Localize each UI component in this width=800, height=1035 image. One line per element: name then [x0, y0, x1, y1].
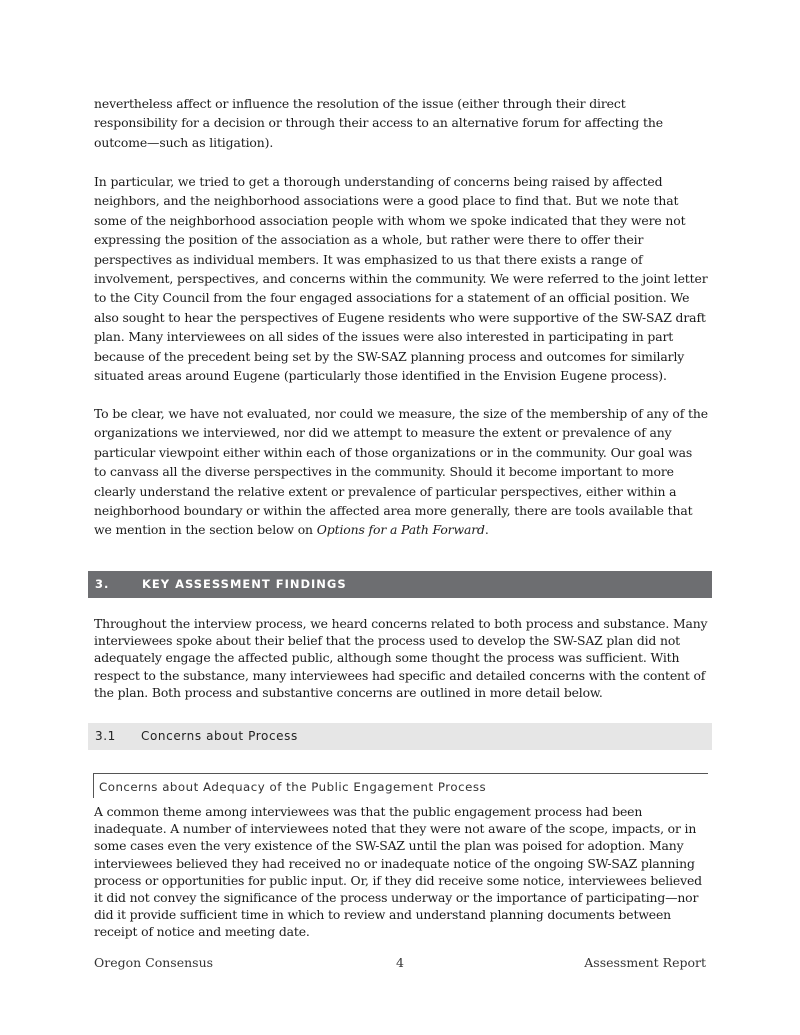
subsection-number: 3.1	[95, 729, 116, 743]
paragraph-findings-overview: Throughout the interview process, we heard concerns related to both process and substance. Many interviewees spoke about their belief that the process used to develop the SW-SAZ plan did not adequately engage the affected public, although some thought the process was sufficient. With respect to the substance, many interviewees had specific and detailed concerns with the content of the plan. Both process and substantive concerns are outlined in more detail below.	[94, 616, 708, 700]
section-number: 3.	[95, 577, 110, 591]
subheading-public-engagement: Concerns about Adequacy of the Public Engagement Process	[93, 773, 708, 798]
path-forward-reference: Options for a Path Forward	[316, 522, 485, 538]
paragraph-scope-disclaimer	[94, 404, 708, 540]
paragraph-intro-continuation: nevertheless affect or influence the resolution of the issue (either through their direct responsibility for a decision or through their access to an alternative forum for affecting the outcome—such as litigation).	[94, 96, 663, 150]
footer-organization: Oregon Consensus	[94, 955, 214, 970]
page-number: 4	[396, 955, 404, 970]
page-footer	[94, 955, 706, 973]
subsection-title: Concerns about Process	[141, 729, 298, 743]
paragraph-scope-disclaimer-end: .	[484, 522, 489, 538]
footer-report-title: Assessment Report	[584, 955, 706, 970]
subsection-heading-process	[88, 723, 712, 750]
section-heading-key-findings	[88, 571, 712, 598]
section-title: KEY ASSESSMENT FINDINGS	[142, 577, 347, 591]
paragraph-scope-disclaimer-text: To be clear, we have not evaluated, nor could we measure, the size of the membership of any of the organizations we interviewed, nor did we attempt to measure the extent or prevalence of any particular viewpoint either within each of those organizations or in the community. Our goal was to canvass all the diverse perspectives in the community. Should it become important to more clearly understand the relative extent or prevalence of particular perspectives, either within a neighborhood boundary or within the affected area more generally, there are tools available that we mention in the section below on	[94, 406, 708, 538]
paragraph-neighborhood-associations: In particular, we tried to get a thorough understanding of concerns being raised by affected neighbors, and the neighborhood associations were a good place to find that. But we note that some of the neighborhood association people with whom we spoke indicated that they were not expressing the position of the association as a whole, but rather were there to offer their perspectives as individual members. It was emphasized to us that there exists a range of involvement, perspectives, and concerns within the community. We were referred to the joint letter to the City Council from the four engaged associations for a statement of an official position. We also sought to hear the perspectives of Eugene residents who were supportive of the SW-SAZ draft plan. Many interviewees on all sides of the issues were also interested in participating in part because of the precedent being set by the SW-SAZ planning process and outcomes for similarly situated areas around Eugene (particularly those identified in the Envision Eugene process).	[94, 174, 708, 384]
paragraph-public-engagement: A common theme among interviewees was that the public engagement process had been inadequate. A number of interviewees noted that they were not aware of the scope, impacts, or in some cases even the very existence of the SW-SAZ until the plan was poised for adoption. Many interviewees believed they had received no or inadequate notice of the ongoing SW-SAZ planning process or opportunities for public input. Or, if they did receive some notice, interviewees believed it did not convey the significance of the process underway or the importance of participating—nor did it provide sufficient time in which to review and understand planning documents between receipt of notice and meeting date.	[94, 804, 702, 940]
